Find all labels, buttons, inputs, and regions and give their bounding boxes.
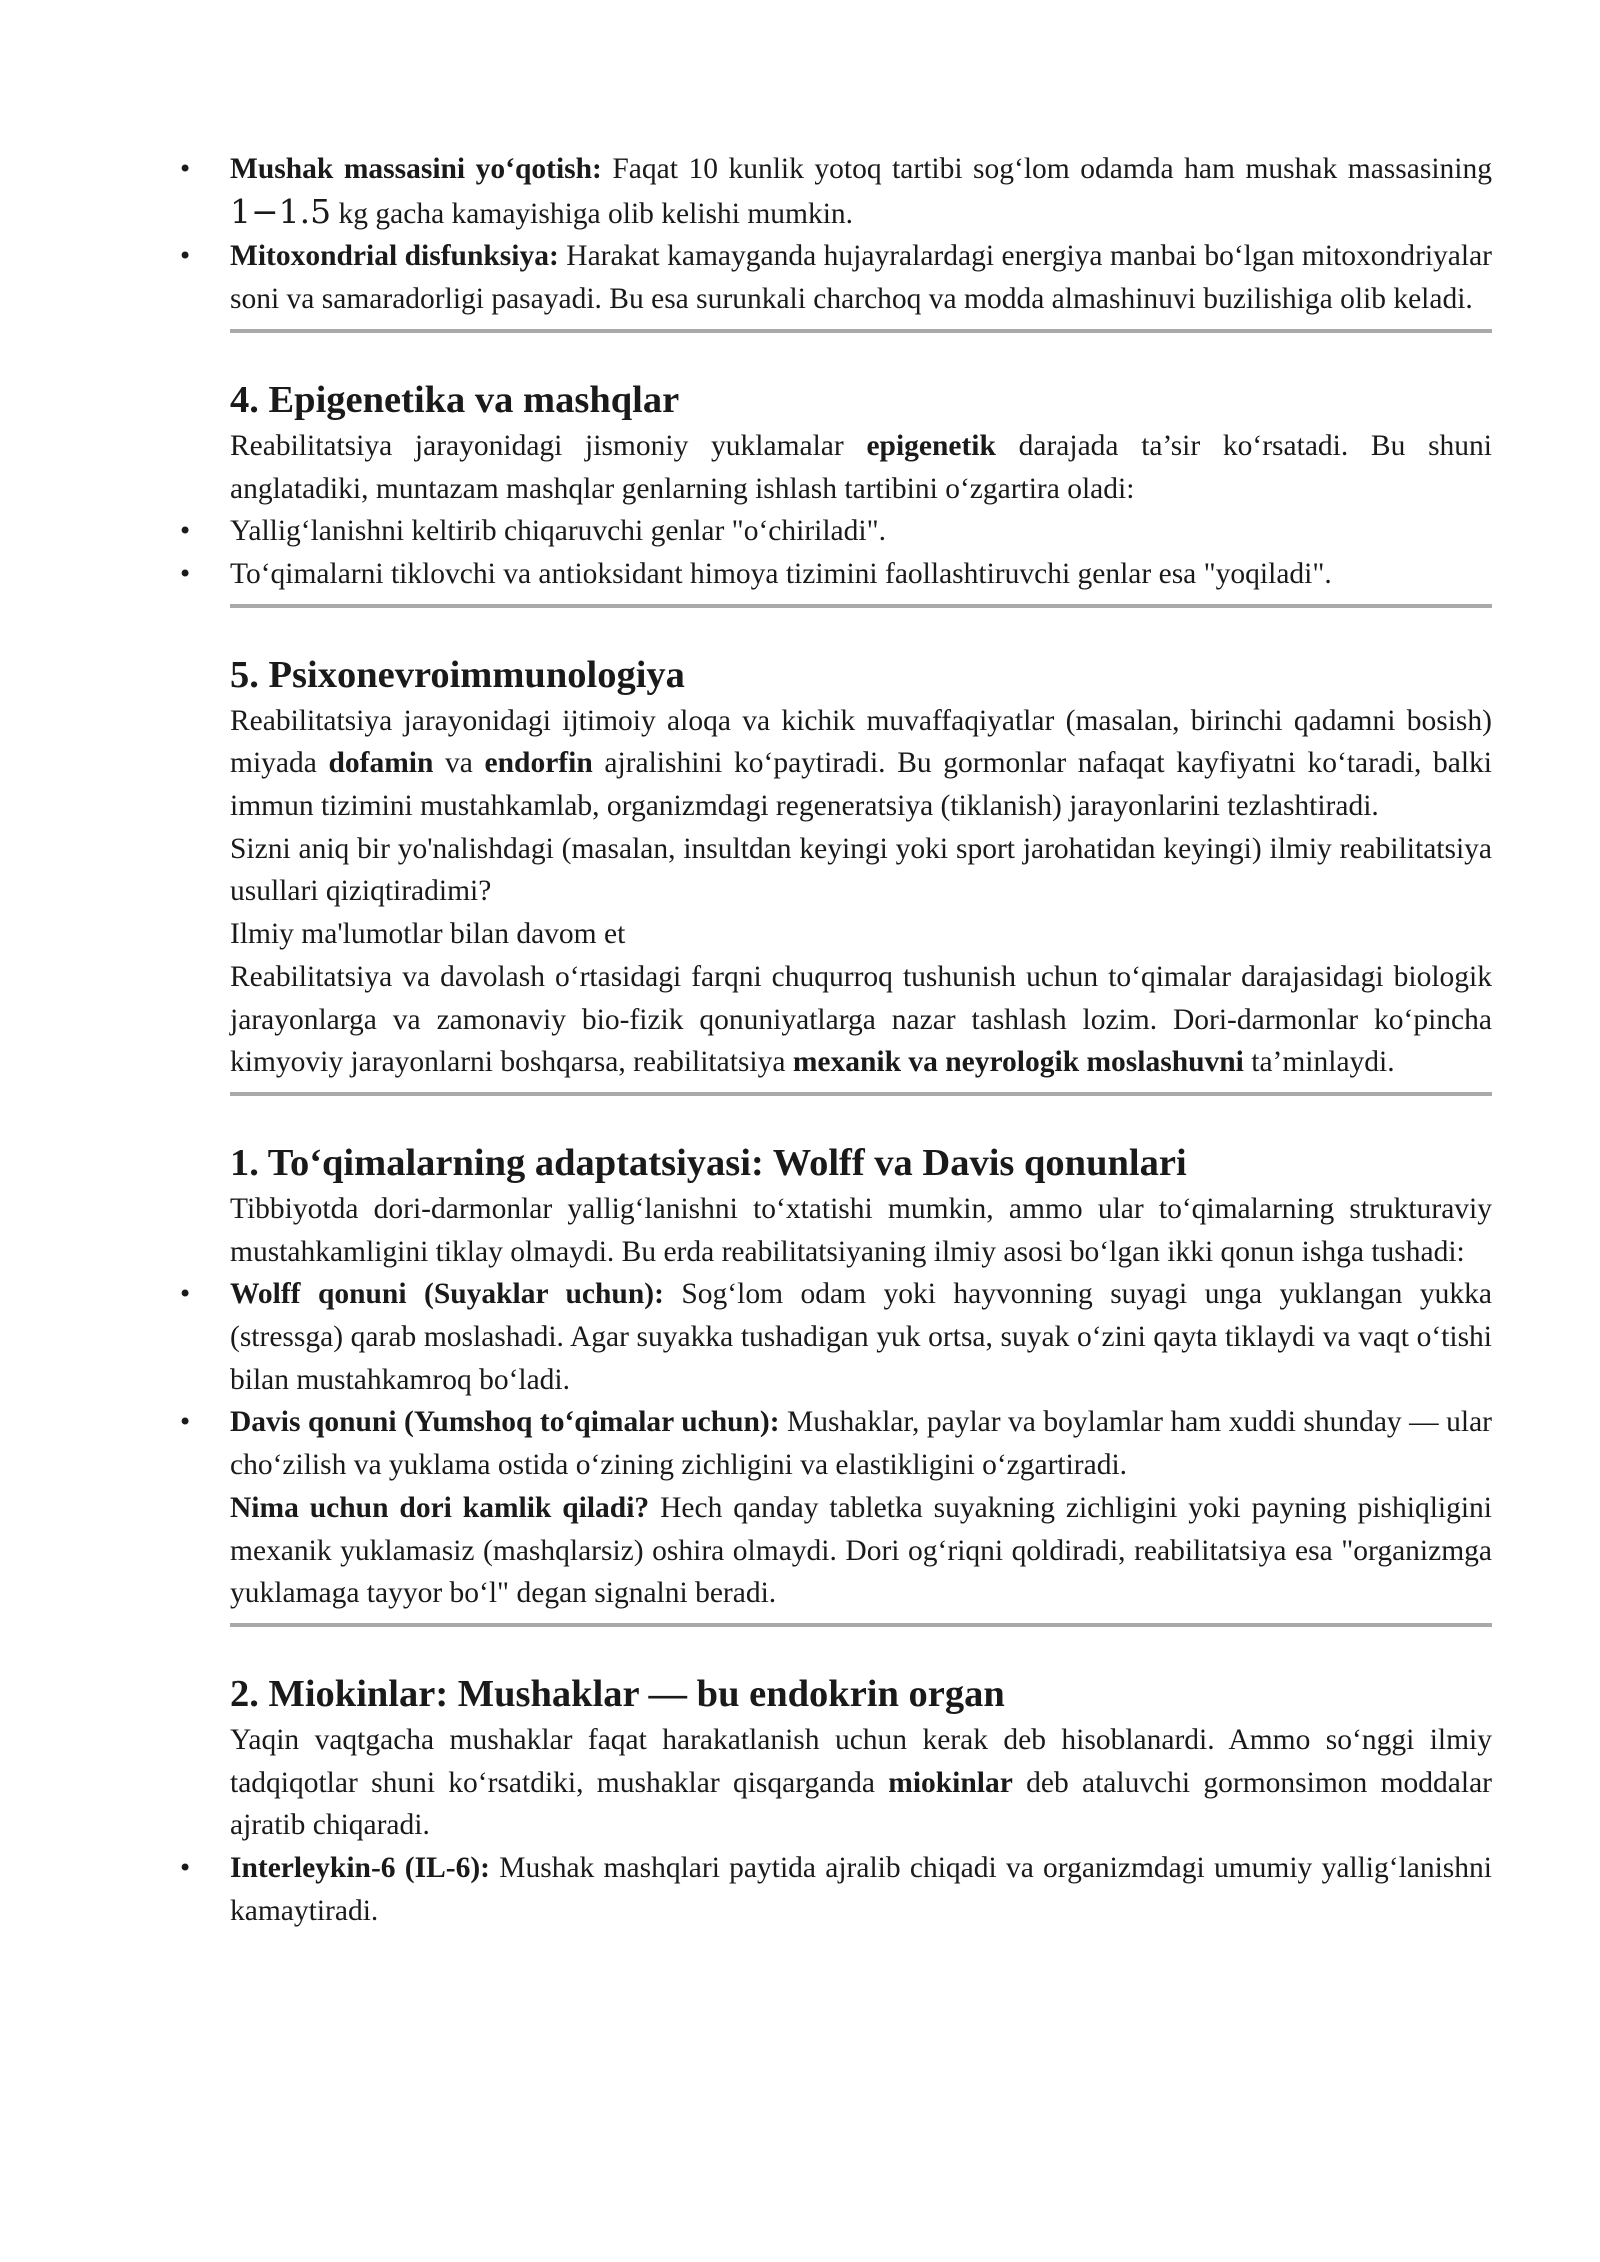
list-item xyxy=(230,148,1492,235)
section-heading: 2. Miokinlar: Mushaklar — bu endokrin organ xyxy=(230,1672,1005,1715)
intro-list xyxy=(230,148,1492,321)
list-item-text: Faqat 10 kunlik yotoq tartibi sog‘lom odamda ham mushak massasining xyxy=(601,153,1492,185)
paragraph xyxy=(230,1719,1492,1847)
list-item xyxy=(230,1273,1492,1401)
list-item: • Yallig‘lanishni keltirib chiqaruvchi genlar "o‘chiriladi". xyxy=(230,510,1492,553)
bold-term: mexanik va neyrologik moslashuvni xyxy=(792,1046,1244,1079)
bold-term: dofamin xyxy=(328,747,434,780)
list-item xyxy=(230,235,1492,320)
paragraph xyxy=(230,700,1492,828)
section-heading: 4. Epigenetika va mashqlar xyxy=(230,378,680,421)
text-run: Yaqin vaqtgacha mushaklar faqat harakatlanish uchun kerak deb hisoblanardi. Ammo so‘nggi ilmiy tadqiqotlar shuni ko‘rsatdiki, mushaklar qisqarganda xyxy=(230,1723,1492,1799)
text-run: ajralishini ko‘paytiradi. Bu gormonlar nafaqat kayfiyatni ko‘taradi, balki immun tizimini mustahkamlab, organizmdagi regeneratsiya (tiklanish) jarayonlarini tezlashtiradi. xyxy=(230,747,1492,823)
bullet-list xyxy=(230,1847,1492,1932)
list-item-text: Mushak mashqlari paytida ajralib chiqadi va organizmdagi umumiy yallig‘lanishni kamaytiradi. xyxy=(230,1852,1492,1927)
paragraph: Tibbiyotda dori-darmonlar yallig‘lanishni to‘xtatishi mumkin, ammo ular to‘qimalarning strukturaviy mustahkamligini tiklay olmaydi. Bu erda reabilitatsiyaning ilmiy asosi bo‘lgan ikki qonun ishga tushadi: xyxy=(230,1192,1492,1268)
bold-term: miokinlar xyxy=(888,1766,1013,1799)
term-label: Interleykin-6 (IL-6): xyxy=(230,1852,490,1885)
list-item-text: Sog‘lom odam yoki hayvonning suyagi unga yuklangan yukka (stressga) qarab moslashadi. Agar suyakka tushadigan yuk ortsa, suyak o‘zini qayta tiklaydi va vaqt o‘tishi bilan mustahkamroq bo‘ladi. xyxy=(230,1278,1492,1396)
paragraph xyxy=(230,956,1492,1084)
text-run: Reabilitatsiya jarayonidagi ijtimoiy aloqa va kichik muvaffaqiyatlar (masalan, birinchi qadamni bosish) miyada xyxy=(230,704,1492,780)
text-run: Reabilitatsiya va davolash o‘rtasidagi farqni chuqurroq tushunish uchun to‘qimalar darajasidagi biologik jarayonlarga va zamonaviy bio-fizik qonuniyatlarga nazar tashlash lozim. Dori-darmonlar ko‘pincha kimyoviy jarayonlarni boshqarsa, reabilitatsiya xyxy=(230,960,1492,1079)
bold-term: Nima uchun dori kamlik qiladi? xyxy=(230,1491,650,1524)
bullet-list xyxy=(230,1273,1492,1487)
text-run: va xyxy=(433,747,485,780)
list-item: • To‘qimalarni tiklovchi va antioksidant himoya tizimini faollashtiruvchi genlar esa "yoqiladi". xyxy=(230,553,1492,596)
paragraph xyxy=(230,1487,1492,1615)
paragraph: Sizni aniq bir yo'nalishdagi (masalan, insultdan keyingi yoki sport jarohatidan keyingi) ilmiy reabilitatsiya usullari qiziqtiradimi? xyxy=(230,832,1492,908)
text-run: Reabilitatsiya jarayonidagi jismoniy yuklamalar xyxy=(230,429,867,462)
bold-term: endorfin xyxy=(484,747,593,780)
list-item xyxy=(230,1401,1492,1486)
document-page xyxy=(230,148,1492,1933)
bullet-list xyxy=(230,510,1492,595)
term-label: Mitoxondrial disfunksiya: xyxy=(230,240,559,273)
list-item-text: Mushaklar, paylar va boylamlar ham xuddi shunday — ular cho‘zilish va yuklama ostida o‘zining zichligini va elastikligini o‘zgartiradi. xyxy=(230,1406,1492,1482)
paragraph: Ilmiy ma'lumotlar bilan davom et xyxy=(230,918,626,951)
section-heading: 5. Psixonevroimmunologiya xyxy=(230,653,685,696)
list-item-text: kg gacha kamayishiga olib kelishi mumkin. xyxy=(331,197,854,230)
term-label: Wolff qonuni (Suyaklar uchun): xyxy=(230,1278,664,1311)
math-range: 1−1.5 xyxy=(230,191,332,231)
list-item-text: Harakat kamayganda hujayralardagi energiya manbai bo‘lgan mitoxondriyalar soni va samaradorligi pasayadi. Bu esa surunkali charchoq va modda almashinuvi buzilishiga olib keladi. xyxy=(230,240,1492,316)
text-run: ta’minlaydi. xyxy=(1243,1046,1395,1079)
text-run: Hech qanday tabletka suyakning zichligini yoki payning pishiqligini mexanik yuklamasiz (mashqlarsiz) oshira olmaydi. Dori og‘riqni qoldiradi, reabilitatsiya esa "organizmga yuklamaga tayyor bo‘l" degan signalni beradi. xyxy=(230,1491,1492,1610)
text-run: darajada ta’sir ko‘rsatadi. Bu shuni anglatadiki, muntazam mashqlar genlarning ishlash tartibini o‘zgartira oladi: xyxy=(230,429,1492,505)
term-label: Davis qonuni (Yumshoq to‘qimalar uchun): xyxy=(230,1406,780,1439)
section-heading: 1. To‘qimalarning adaptatsiyasi: Wolff va Davis qonunlari xyxy=(230,1141,1187,1184)
list-item xyxy=(230,1847,1492,1932)
bold-term: epigenetik xyxy=(866,429,996,462)
text-run: deb ataluvchi gormonsimon moddalar ajratib chiqaradi. xyxy=(230,1766,1492,1842)
paragraph xyxy=(230,425,1492,510)
term-label: Mushak massasini yo‘qotish: xyxy=(230,153,602,185)
